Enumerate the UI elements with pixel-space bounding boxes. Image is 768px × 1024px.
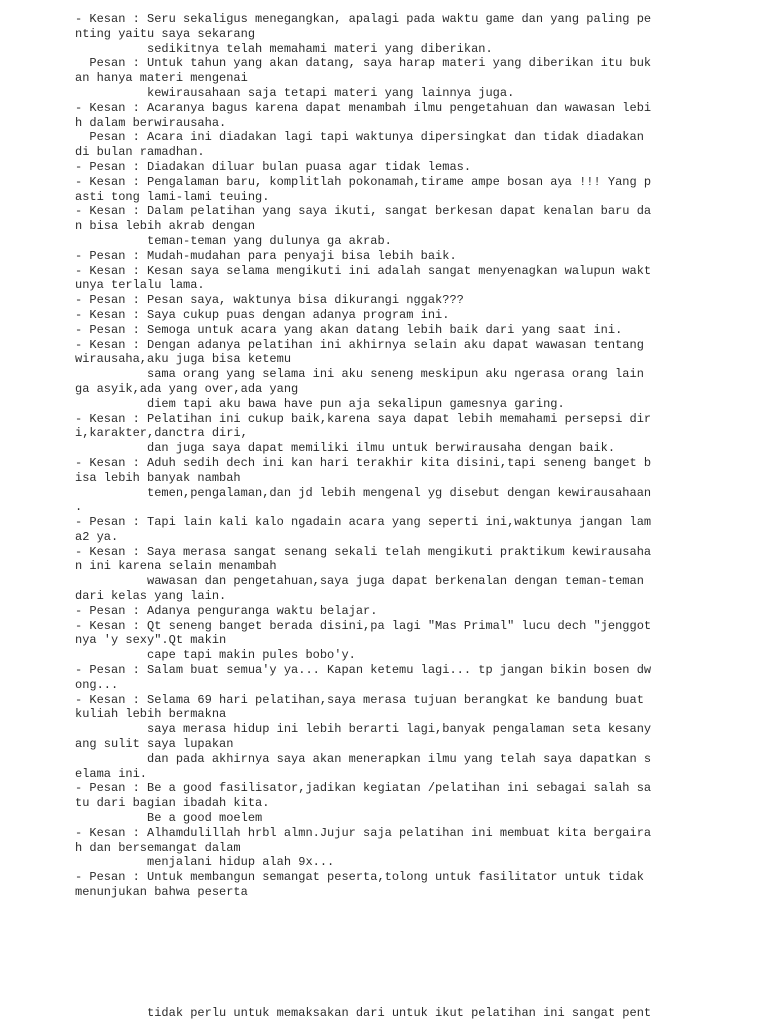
document-text — [75, 12, 695, 900]
text-line: cape tapi makin pules bobo'y. — [75, 648, 356, 663]
text-line: n bisa lebih akrab dengan — [75, 219, 256, 234]
text-line: - Kesan : Alhamdulillah hrbl almn.Jujur saja pelatihan ini membuat kita bergaira — [75, 825, 652, 840]
text-line: n ini karena selain menambah — [75, 559, 277, 574]
text-line: - Pesan : Mudah-mudahan para penyaji bisa lebih baik. — [75, 248, 457, 263]
text-line: ang sulit saya lupakan — [75, 737, 234, 752]
text-line: - Kesan : Seru sekaligus menegangkan, apalagi pada waktu game dan yang paling pe — [75, 12, 652, 26]
text-line: i,karakter,danctra diri, — [75, 426, 248, 441]
text-line: - Kesan : Kesan saya selama mengikuti ini adalah sangat menyenagkan walupun wakt — [75, 263, 652, 278]
text-line: - Pesan : Untuk membangun semangat peserta,tolong untuk fasilitator untuk tidak — [75, 870, 644, 885]
text-line: unya terlalu lama. — [75, 278, 205, 293]
text-line: - Kesan : Qt seneng banget berada disini,pa lagi "Mas Primal" lucu dech "jenggot — [75, 618, 652, 633]
text-line: - Kesan : Dengan adanya pelatihan ini akhirnya selain aku dapat wawasan tentang — [75, 337, 644, 352]
text-line: dan juga saya dapat memiliki ilmu untuk berwirausaha dengan baik. — [75, 441, 616, 456]
text-line: nting yaitu saya sekarang — [75, 26, 256, 41]
text-line: wirausaha,aku juga bisa ketemu — [75, 352, 292, 367]
text-line: di bulan ramadhan. — [75, 145, 205, 160]
text-line: - Kesan : Dalam pelatihan yang saya ikuti, sangat berkesan dapat kenalan baru da — [75, 204, 652, 219]
text-line: - Kesan : Aduh sedih dech ini kan hari terakhir kita disini,tapi seneng banget b — [75, 455, 652, 470]
text-line: elama ini. — [75, 766, 148, 781]
text-line: sama orang yang selama ini aku seneng meskipun aku ngerasa orang lain — [75, 367, 644, 382]
document-tail-line: tidak perlu untuk memaksakan dari untuk ikut pelatihan ini sangat pent — [75, 1006, 652, 1020]
text-line: sedikitnya telah memahami materi yang diberikan. — [75, 41, 493, 56]
text-line: dari kelas yang lain. — [75, 589, 227, 604]
text-line: - Pesan : Adanya penguranga waktu belajar. — [75, 603, 378, 618]
text-line: nya 'y sexy".Qt makin — [75, 633, 227, 648]
text-line: wawasan dan pengetahuan,saya juga dapat berkenalan dengan teman-teman — [75, 574, 644, 589]
text-line: kewirausahaan saja tetapi materi yang lainnya juga. — [75, 85, 515, 100]
text-line: - Pesan : Pesan saya, waktunya bisa dikurangi nggak??? — [75, 293, 464, 308]
text-line: temen,pengalaman,dan jd lebih mengenal yg disebut dengan kewirausahaan — [75, 485, 652, 500]
text-line: Be a good moelem — [75, 811, 263, 826]
text-line: h dalam berwirausaha. — [75, 115, 227, 130]
text-line: - Pesan : Tapi lain kali kalo ngadain acara yang seperti ini,waktunya jangan lam — [75, 515, 652, 530]
text-line: Pesan : Untuk tahun yang akan datang, saya harap materi yang diberikan itu buk — [75, 56, 652, 71]
text-line: a2 ya. — [75, 529, 119, 544]
text-line: - Pesan : Diadakan diluar bulan puasa agar tidak lemas. — [75, 159, 472, 174]
text-line: saya merasa hidup ini lebih berarti lagi,banyak pengalaman seta kesany — [75, 722, 652, 737]
text-line: - Pesan : Salam buat semua'y ya... Kapan ketemu lagi... tp jangan bikin bosen dw — [75, 663, 652, 678]
text-line: dan pada akhirnya saya akan menerapkan ilmu yang telah saya dapatkan s — [75, 751, 652, 766]
text-line: kuliah lebih bermakna — [75, 707, 227, 722]
text-line: teman-teman yang dulunya ga akrab. — [75, 233, 392, 248]
text-line: diem tapi aku bawa have pun aja sekalipun gamesnya garing. — [75, 396, 565, 411]
text-line: - Pesan : Semoga untuk acara yang akan datang lebih baik dari yang saat ini. — [75, 322, 623, 337]
text-line: menjalani hidup alah 9x... — [75, 855, 335, 870]
text-line: - Kesan : Saya merasa sangat senang sekali telah mengikuti praktikum kewirausaha — [75, 544, 652, 559]
text-line: tu dari bagian ibadah kita. — [75, 796, 270, 811]
text-line: - Pesan : Be a good fasilisator,jadikan kegiatan /pelatihan ini sebagai salah sa — [75, 781, 652, 796]
text-line: - Kesan : Pelatihan ini cukup baik,karena saya dapat lebih memahami persepsi dir — [75, 411, 652, 426]
text-line: - Kesan : Selama 69 hari pelatihan,saya merasa tujuan berangkat ke bandung buat — [75, 692, 644, 707]
text-line: an hanya materi mengenai — [75, 71, 248, 86]
text-line: ga asyik,ada yang over,ada yang — [75, 381, 299, 396]
text-line: menunjukan bahwa peserta — [75, 885, 248, 900]
text-line: h dan bersemangat dalam — [75, 840, 241, 855]
text-line: - Kesan : Acaranya bagus karena dapat menambah ilmu pengetahuan dan wawasan lebi — [75, 100, 652, 115]
text-line: - Kesan : Saya cukup puas dengan adanya program ini. — [75, 307, 450, 322]
text-line: . — [75, 500, 83, 515]
text-line: Pesan : Acara ini diadakan lagi tapi waktunya dipersingkat dan tidak diadakan — [75, 130, 644, 145]
text-line: - Kesan : Pengalaman baru, komplitlah pokonamah,tirame ampe bosan aya !!! Yang p — [75, 174, 652, 189]
text-line: isa lebih banyak nambah — [75, 470, 241, 485]
text-line: ong... — [75, 677, 119, 692]
text-line: asti tong lami-lami teuing. — [75, 189, 270, 204]
